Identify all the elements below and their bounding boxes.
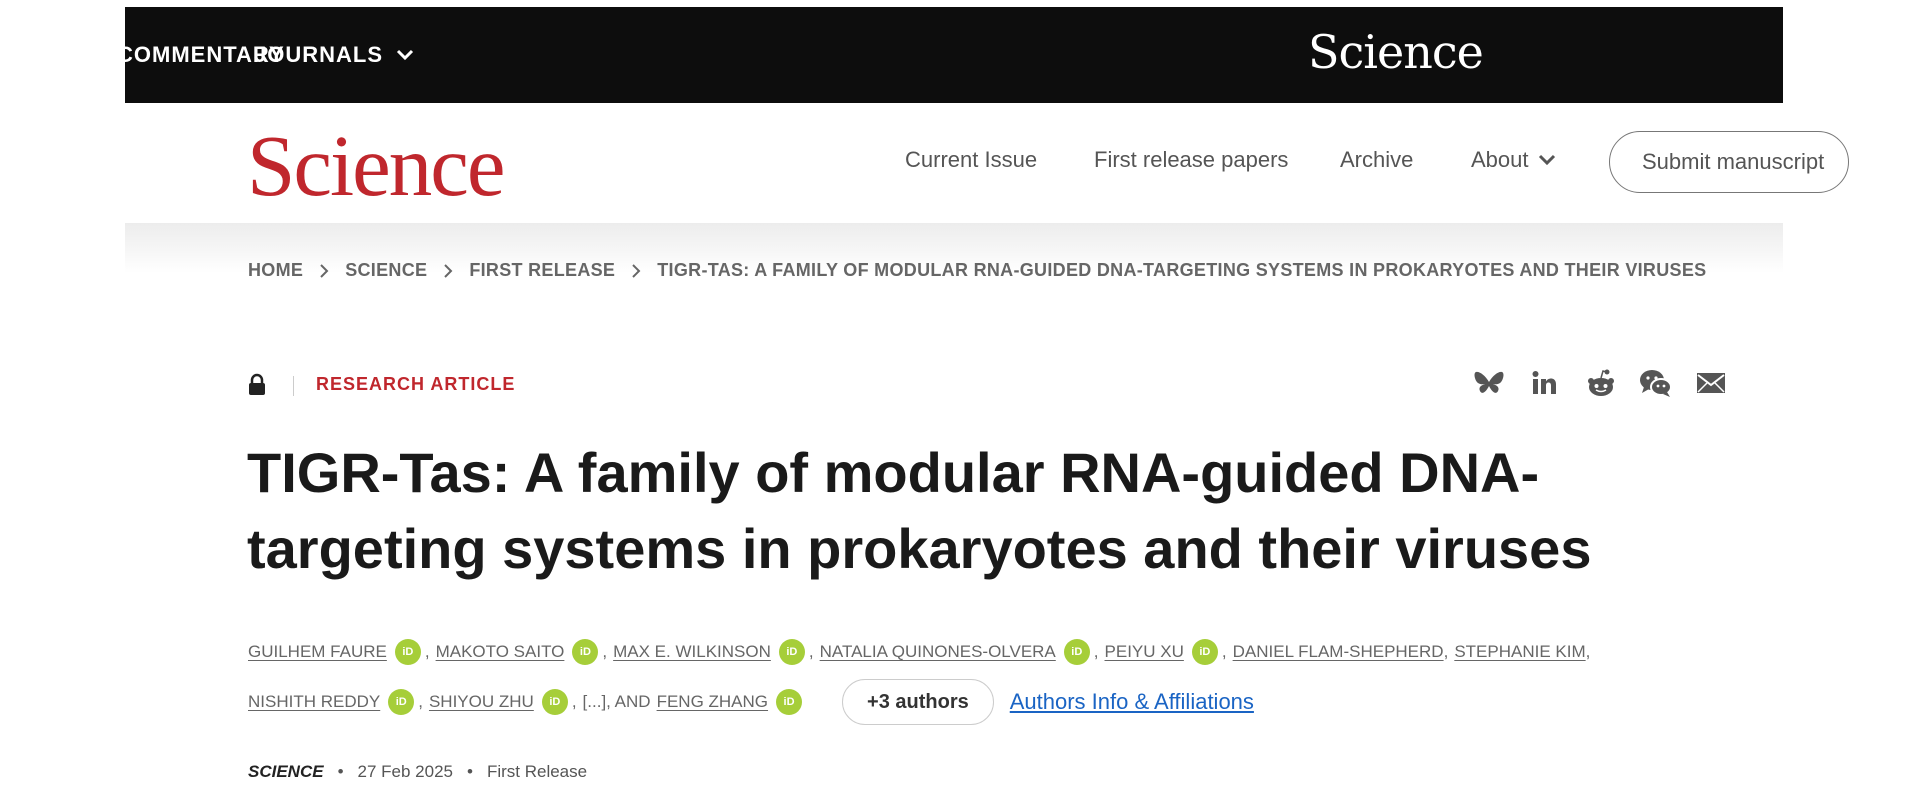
author-link[interactable]: DANIEL FLAM-SHEPHERD	[1232, 642, 1444, 661]
more-authors-button[interactable]: +3 authors	[842, 679, 994, 725]
breadcrumb-science[interactable]: SCIENCE	[345, 260, 428, 280]
article-type-label: RESEARCH ARTICLE	[316, 374, 516, 394]
orcid-icon[interactable]: iD	[395, 639, 421, 665]
chevron-down-icon	[395, 48, 415, 62]
separator-dot: •	[467, 762, 473, 781]
breadcrumb	[248, 260, 1706, 281]
publication-status: First Release	[486, 762, 588, 781]
orcid-icon[interactable]: iD	[779, 639, 805, 665]
nav-about-label[interactable]: About	[1471, 147, 1529, 172]
brand-header	[125, 103, 1825, 223]
email-icon[interactable]	[1694, 366, 1728, 400]
nav-journals[interactable]	[254, 7, 415, 103]
divider	[293, 376, 294, 396]
author-link[interactable]: SHIYOU ZHU	[428, 692, 534, 711]
article-title: TIGR-Tas: A family of modular RNA-guided DNA-targeting systems in prokaryotes and their viruses	[247, 441, 1592, 580]
chevron-right-icon	[631, 263, 641, 279]
publication-info	[248, 762, 587, 782]
bluesky-icon[interactable]	[1472, 366, 1506, 400]
orcid-icon[interactable]: iD	[776, 689, 802, 715]
breadcrumb-first-release[interactable]: FIRST RELEASE	[469, 260, 616, 280]
author-link[interactable]: STEPHANIE KIM	[1454, 642, 1586, 661]
separator-dot: •	[337, 762, 344, 781]
nav-journals-label[interactable]: JOURNALS	[254, 42, 384, 67]
top-navigation-bar	[117, 7, 1783, 103]
science-logo[interactable]: Science	[247, 117, 504, 214]
author-link[interactable]: NISHITH REDDY	[248, 692, 381, 711]
breadcrumb-home[interactable]: HOME	[248, 260, 304, 280]
nav-first-release[interactable]: First release papers	[1094, 147, 1289, 172]
nav-about[interactable]	[1471, 147, 1557, 173]
breadcrumb-current-article: TIGR-TAS: A FAMILY OF MODULAR RNA-GUIDED DNA-TARGETING SYSTEMS IN PROKARYOTES AND THEIR VIRUSES	[657, 260, 1707, 280]
authors-ellipsis: [...], AND	[582, 692, 651, 711]
nav-current-issue[interactable]: Current Issue	[905, 147, 1038, 172]
nav-archive[interactable]: Archive	[1340, 147, 1414, 172]
author-line-1: GUILHEM FAURE iD , MAKOTO SAITO iD , MAX E. WILKINSON iD , NATALIA QUINONES-OLVERA iD , PEIYU XU iD , DANIEL FLAM-SHEPHERD , STEPHANIE KIM ,	[248, 627, 1668, 677]
author-link[interactable]: MAKOTO SAITO	[435, 642, 565, 661]
nav-commentary[interactable]: COMMENTARY	[117, 42, 285, 67]
author-link[interactable]: PEIYU XU	[1104, 642, 1184, 661]
page-frame	[117, 0, 1825, 806]
orcid-icon[interactable]: iD	[572, 639, 598, 665]
reddit-icon[interactable]	[1584, 366, 1618, 400]
author-link[interactable]: GUILHEM FAURE	[248, 642, 387, 661]
chevron-down-icon	[1537, 153, 1557, 167]
author-line-2: NISHITH REDDY iD , SHIYOU ZHU iD , [...], AND FENG ZHANG iD +3 authors Authors Info & Affiliations	[248, 677, 1668, 727]
orcid-icon[interactable]: iD	[542, 689, 568, 715]
journal-name[interactable]: SCIENCE	[248, 762, 324, 781]
orcid-icon[interactable]: iD	[1192, 639, 1218, 665]
chevron-right-icon	[443, 263, 453, 279]
wechat-icon[interactable]	[1639, 366, 1673, 400]
submit-manuscript-button[interactable]: Submit manuscript	[1609, 131, 1849, 193]
lock-icon	[248, 374, 266, 401]
author-link[interactable]: FENG ZHANG	[656, 692, 769, 711]
orcid-icon[interactable]: iD	[388, 689, 414, 715]
author-link[interactable]: MAX E. WILKINSON	[613, 642, 771, 661]
linkedin-icon[interactable]	[1527, 366, 1561, 400]
chevron-right-icon	[319, 263, 329, 279]
orcid-icon[interactable]: iD	[1064, 639, 1090, 665]
author-list	[248, 627, 1668, 727]
authors-affiliations-link[interactable]: Authors Info & Affiliations	[1009, 689, 1254, 714]
publication-date: 27 Feb 2025	[357, 762, 453, 781]
science-top-logo[interactable]: Science	[1308, 25, 1483, 79]
author-link[interactable]: NATALIA QUINONES-OLVERA	[819, 642, 1056, 661]
